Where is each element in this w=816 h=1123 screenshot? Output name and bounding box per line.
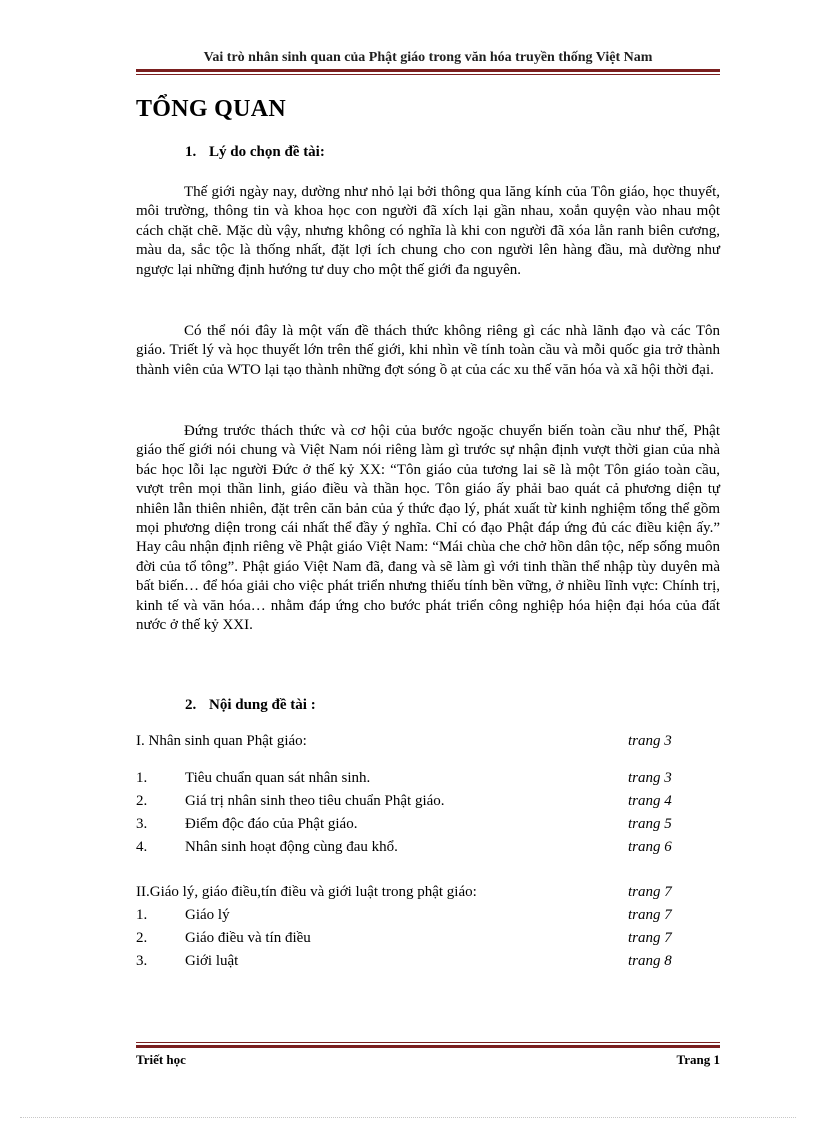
section-heading-1 — [185, 144, 325, 161]
toc-page: trang 7 — [628, 907, 672, 923]
section-heading-2 — [185, 697, 316, 714]
toc-label: Nhân sinh hoạt động cùng đau khổ. — [185, 839, 398, 855]
body-paragraph — [136, 183, 720, 280]
toc-label: Giáo điều và tín điều — [185, 930, 311, 946]
toc-entry — [136, 793, 720, 813]
toc-page: trang 7 — [628, 930, 672, 946]
toc-label: Giáo lý — [185, 907, 230, 923]
footer-subject: Triết học — [136, 1052, 186, 1067]
toc-page: trang 5 — [628, 816, 672, 832]
toc-entry — [136, 953, 720, 973]
toc-page: trang 7 — [628, 884, 672, 900]
toc-page: trang 8 — [628, 953, 672, 969]
toc-number: 3. — [136, 816, 148, 832]
section-heading-text: Nội dung đề tài : — [209, 697, 316, 713]
body-paragraph — [136, 422, 720, 635]
toc-label: Điểm độc đáo của Phật giáo. — [185, 816, 358, 832]
toc-number: 1. — [136, 907, 148, 923]
paragraph-text: Thế giới ngày nay, dường như nhỏ lại bởi thông qua lăng kính của Tôn giáo, học thuyết, môi trường, thông tin và khoa học con người đã xích lại gần nhau, xoắn quyện vào nhau một cách chặt chẽ. Mặc dù vậy, nhưng không có nghĩa là khi con người đã xóa lằn ranh biên cương, màu da, sắc tộc là thống nhất, đặt lợi ích chung cho con người lên hàng đầu, mà dường như ngược lại những định hướng tư duy cho một thế giới đa nguyên. — [136, 184, 720, 278]
toc-entry — [136, 816, 720, 836]
toc-page: trang 4 — [628, 793, 672, 809]
toc-entry — [136, 839, 720, 859]
paragraph-text: Đứng trước thách thức và cơ hội của bước ngoặc chuyển biến toàn cầu như thế, Phật giáo thế giới nói chung và Việt Nam nói riêng làm gì trước sự nhận định vượt thời gian của nhà bác học lỗi lạc người Đức ở thế kỷ XX: “Tôn giáo của tương lai sẽ là một Tôn giáo toàn cầu, vượt trên mọi thần linh, giáo điều và thần học. Tôn giáo ấy phải bao quát cả phương diện tự nhiên lẫn thiên nhiên, đặt trên căn bản của ý thức đạo lý, phát xuất từ kinh nghiệm tổng thể gồm mọi phương diện trong cái nhất thể đầy ý nghĩa. Chỉ có đạo Phật đáp ứng đủ các điều kiện ấy.” Hay câu nhận định riêng về Phật giáo Việt Nam: “Mái chùa che chở hồn dân tộc, nếp sống muôn đời của tổ tông”. Phật giáo Việt Nam đã, đang và sẽ làm gì với tinh thần thể nhập tùy duyên mà bất biến… để hóa giải cho việc phát triển nhưng thiếu tính bền vững, ở nhiều lĩnh vực: Chính trị, kinh tế và văn hóa… nhằm đáp ứng cho bước phát triển công nghiệp hóa hiện đại hóa của đất nước ở thế kỷ XXI. — [136, 423, 720, 634]
footer-page-number: Trang 1 — [676, 1052, 720, 1067]
paragraph-text: Có thể nói đây là một vấn đề thách thức không riêng gì các nhà lãnh đạo và các Tôn giáo. Triết lý và học thuyết lớn trên thế giới, khi nhìn về tính toàn cầu và mỗi quốc gia trở thành thành viên của WTO lại tạo thành những đợt sóng ồ ạt của các xu thế văn hóa và xã hội thời đại. — [136, 323, 720, 378]
toc-number: 4. — [136, 839, 148, 855]
toc-number: 1. — [136, 770, 148, 786]
toc-label: Giới luật — [185, 953, 239, 969]
toc-label: I. Nhân sinh quan Phật giáo: — [136, 733, 307, 749]
toc-part-heading — [136, 884, 720, 904]
toc-part-heading — [136, 733, 720, 753]
page-bottom-edge — [20, 1117, 796, 1118]
toc-number: 3. — [136, 953, 148, 969]
section-number: 2. — [185, 697, 197, 713]
toc-label: II.Giáo lý, giáo điều,tín điều và giới luật trong phật giáo: — [136, 884, 477, 900]
body-paragraph — [136, 322, 720, 380]
toc-entry — [136, 930, 720, 950]
toc-entry — [136, 770, 720, 790]
toc-number: 2. — [136, 793, 148, 809]
header-rule — [136, 69, 720, 75]
section-heading-text: Lý do chọn đề tài: — [209, 144, 325, 160]
toc-number: 2. — [136, 930, 148, 946]
page-title: TỔNG QUAN — [136, 96, 287, 122]
section-number: 1. — [185, 144, 197, 160]
footer-rule — [136, 1042, 720, 1048]
toc-entry — [136, 907, 720, 927]
running-header-title: Vai trò nhân sinh quan của Phật giáo trong văn hóa truyền thống Việt Nam — [203, 50, 653, 65]
toc-label: Giá trị nhân sinh theo tiêu chuẩn Phật giáo. — [185, 793, 445, 809]
toc-page: trang 6 — [628, 839, 672, 855]
toc-label: Tiêu chuẩn quan sát nhân sinh. — [185, 770, 371, 786]
toc-page: trang 3 — [628, 770, 672, 786]
toc-page: trang 3 — [628, 733, 672, 749]
